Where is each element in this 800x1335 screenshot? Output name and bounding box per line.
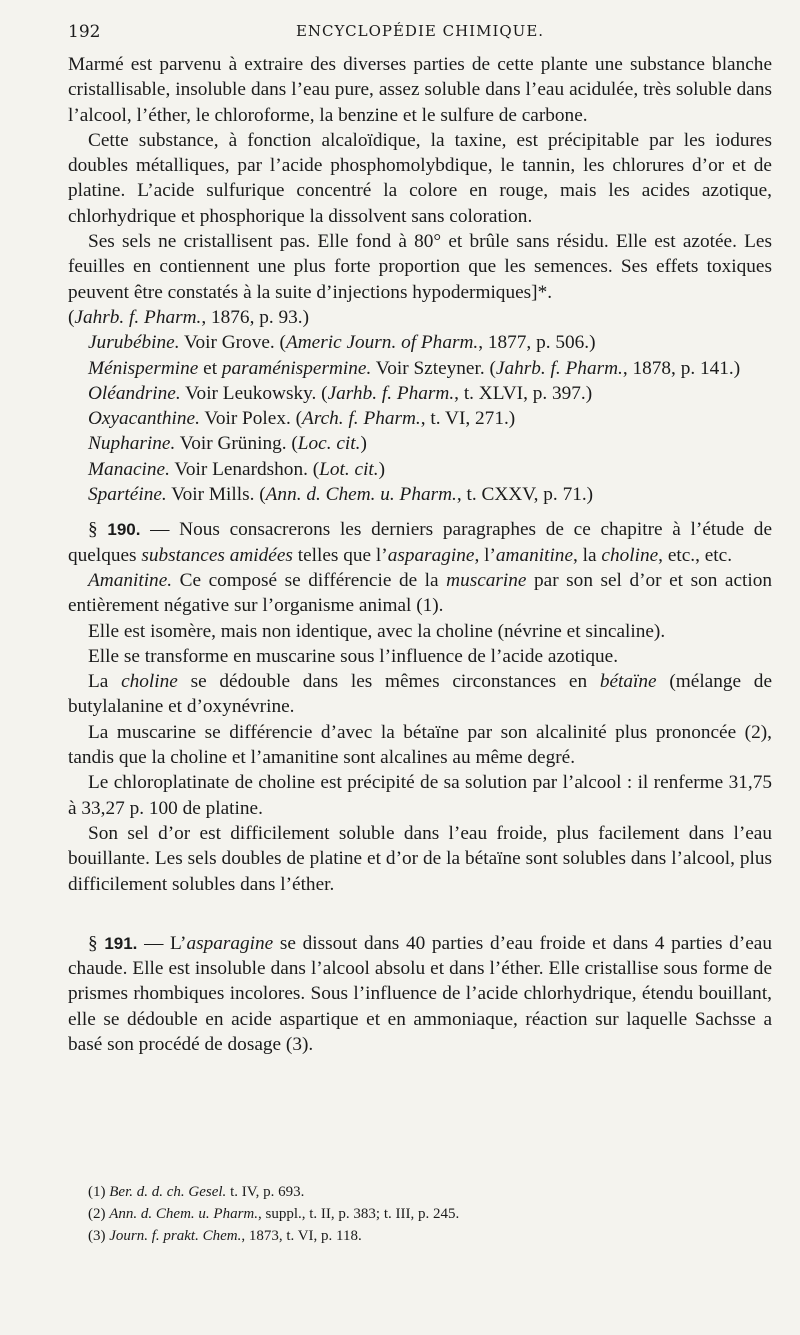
entry-name: Oléandrine. bbox=[88, 382, 181, 404]
paragraph-taxine: Cette substance, à fonction alcaloïdique, la taxine, est précipitable par les iodures doubles métalliques, par l’acide phosphomolybdique, le tannin, les chlorures d’or et de platine. L’acide sulfurique concentré la colore en rouge, mais les acides azotique, chlorhydrique et phosphorique la dissolvent sans coloration. bbox=[68, 129, 772, 227]
entry-oxyacanthine: Oxyacanthine. Voir Polex. (Arch. f. Pharm., t. VI, 271.) bbox=[88, 408, 516, 430]
entry-name: Jurubébine. bbox=[88, 332, 180, 354]
paragraph-marme: Marmé est parvenu à extraire des diverses parties de cette plante une substance blanche cristallisable, insoluble dans l’eau pure, assez soluble dans l’eau acidulée, très soluble dans l’alcool, l’éther, le chloroforme, la benzine et le sulfure de carbone. bbox=[68, 54, 772, 126]
running-title: ENCYCLOPÉDIE CHIMIQUE. bbox=[295, 22, 545, 40]
page-number: 192 bbox=[68, 22, 101, 42]
sels-ref-rest: , 1876, p. 93.) bbox=[201, 306, 310, 328]
paragraph-sel-or: Son sel d’or est difficilement soluble dans l’eau froide, plus facilement dans l’eau bouillante. Les sels doubles de platine et d’or de la bétaïne sont solubles dans l’alcool, plus difficilement solubles dans l’éther. bbox=[68, 822, 772, 895]
paragraph-muscarine: La muscarine se différencie d’avec la bétaïne par son alcalinité plus prononcée (2), tandis que la choline et l’amanitine sont alcalines au même degré. bbox=[68, 721, 772, 769]
paragraph-transforme: Elle se transforme en muscarine sous l’influence de l’acide azotique. bbox=[88, 645, 619, 667]
paragraph-isomere: Elle est isomère, mais non identique, avec la choline (névrine et sincaline). bbox=[88, 620, 666, 642]
entry-sparteine: Spartéine. Voir Mills. (Ann. d. Chem. u. Pharm., t. CXXV, p. 71.) bbox=[88, 484, 594, 506]
footnotes bbox=[88, 1181, 772, 1247]
sels-text: Ses sels ne cristallisent pas. Elle fond à 80° et brûle sans résidu. Elle est azotée. Les feuilles en contiennent une plus forte proportion que les semences. Ses effets toxiques peuvent être constatés à la suite d’injections hypodermiques]*. bbox=[68, 231, 772, 303]
section-number: 191. bbox=[104, 933, 138, 953]
entry-name: Oxyacanthine. bbox=[88, 408, 200, 430]
paragraph-choline: La choline se dédouble dans les mêmes circonstances en bétaïne (mélange de butylalanine et d’oxynévrine. bbox=[68, 671, 772, 718]
page-header bbox=[68, 22, 772, 46]
footnote: (3) Journ. f. prakt. Chem., 1873, t. VI, p. 118. bbox=[88, 1228, 362, 1244]
entry-menispermine: Ménispermine et paraménispermine. Voir Szteyner. (Jahrb. f. Pharm., 1878, p. 141.) bbox=[88, 357, 741, 379]
entry-name: Nupharine. bbox=[88, 433, 176, 455]
entry-jurubebine: Jurubébine. Voir Grove. (Americ Journ. of Pharm., 1877, p. 506.) bbox=[88, 332, 596, 354]
body-text bbox=[68, 52, 772, 1057]
footnote: (1) Ber. d. d. ch. Gesel. t. IV, p. 693. bbox=[88, 1184, 305, 1200]
paragraph-chloroplatinate: Le chloroplatinate de choline est précipité de sa solution par l’alcool : il renferme 31,75 à 33,27 p. 100 de platine. bbox=[68, 772, 772, 819]
entry-name: Manacine. bbox=[88, 458, 170, 480]
paragraph-amanitine: Amanitine. Ce composé se différencie de la muscarine par son sel d’or et son action entièrement négative sur l’organisme animal (1). bbox=[68, 569, 773, 617]
sels-ref-journal: Jahrb. f. Pharm. bbox=[74, 306, 202, 328]
entry-name: Ménispermine bbox=[88, 357, 199, 379]
entry-nupharine: Nupharine. Voir Grüning. (Loc. cit.) bbox=[88, 433, 367, 455]
entry-name: Amanitine. bbox=[88, 569, 173, 591]
entry-name: Spartéine. bbox=[88, 484, 167, 506]
section-number: 190. bbox=[107, 520, 141, 540]
section-191: § 191. — L’asparagine se dissout dans 40 parties d’eau froide et dans 4 parties d’eau chaude. Elle est insoluble dans l’alcool absolu et dans l’éther. Elle cristallise sous forme de prismes rhombiques incolores. Sous l’influence de l’acide chlorhydrique, étendu bouillant, elle se dédouble en acide aspartique et en ammoniaque, réaction sur laquelle Sachsse a basé son procédé de dosage (3). bbox=[68, 932, 772, 1055]
paragraph-sels: Ses sels ne cristallisent pas. Elle fond à 80° et brûle sans résidu. Elle est azotée. Les feuilles en contiennent une plus forte proportion que les semences. Ses effets toxiques peuvent être constatés à la suite d’injections hypodermiques]*. (Jahrb. f. Pharm., 1876, p. 93.) bbox=[68, 231, 772, 328]
entry-oleandrine: Oléandrine. Voir Leukowsky. (Jarhb. f. Pharm., t. XLVI, p. 397.) bbox=[88, 382, 593, 404]
footnote: (2) Ann. d. Chem. u. Pharm., suppl., t. II, p. 383; t. III, p. 245. bbox=[88, 1206, 460, 1222]
entry-manacine: Manacine. Voir Lenardshon. (Lot. cit.) bbox=[88, 458, 386, 480]
section-190: § 190. — Nous consacrerons les derniers paragraphes de ce chapitre à l’étude de quelques substances amidées telles que l’asparagine, l’amanitine, la choline, etc., etc. bbox=[68, 519, 772, 566]
